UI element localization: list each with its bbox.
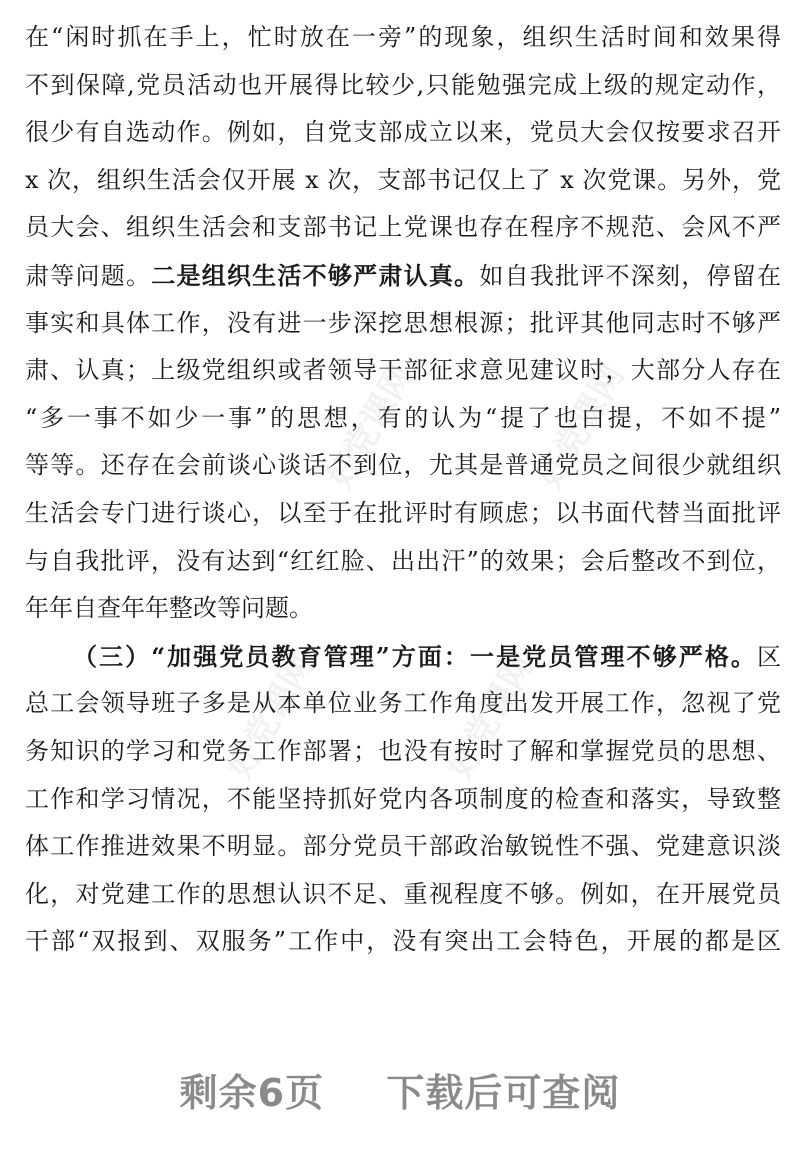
text-line bbox=[25, 252, 781, 300]
text-line bbox=[25, 633, 781, 681]
text-line bbox=[25, 585, 781, 633]
text-line bbox=[25, 442, 781, 490]
text-line bbox=[25, 871, 781, 919]
text-segment: 干部“双报到、双服务”工作中，没有突出工会特色，开展的都是区 bbox=[25, 927, 781, 956]
watermark: 好党课网 bbox=[319, 357, 423, 496]
text-segment: 员大会、组织生活会和支部书记上党课也存在程序不规范、会风不严 bbox=[25, 213, 781, 242]
text-segment: x 次，组织生活会仅开展 x 次，支部书记仅上了 x 次党课。另外，党 bbox=[25, 165, 781, 194]
text-segment: 不到保障,党员活动也开展得比较少,只能勉强完成上级的规定动作， bbox=[25, 70, 781, 99]
text-line bbox=[25, 728, 781, 776]
text-segment: “多一事不如少一事”的思想，有的认为“提了也白提，不如不提” bbox=[25, 403, 781, 432]
download-to-view-text[interactable]: 下载后可查阅 bbox=[386, 1071, 621, 1115]
watermark: 好党课网 bbox=[529, 357, 633, 496]
text-line bbox=[25, 918, 781, 966]
text-line bbox=[25, 204, 781, 252]
text-line bbox=[25, 490, 781, 538]
text-segment: 等等。还存在会前谈心谈话不到位，尤其是普通党员之间很少就组织 bbox=[25, 451, 781, 480]
bold-text-segment: （三）“加强党员教育管理”方面：一是党员管理不够严格。 bbox=[73, 641, 757, 671]
text-segment: 工作和学习情况，不能坚持抓好党内各项制度的检查和落实，导致整 bbox=[25, 784, 781, 813]
text-segment: 总工会领导班子多是从本单位业务工作角度出发开展工作，忽视了党 bbox=[25, 689, 781, 718]
watermark: 好党课网 bbox=[439, 647, 543, 786]
text-segment: 年年自查年年整改等问题。 bbox=[25, 594, 313, 623]
document-body bbox=[25, 14, 781, 966]
text-segment: 体工作推进效果不明显。部分党员干部政治敏锐性不强、党建意识淡 bbox=[25, 832, 781, 861]
text-line bbox=[25, 109, 781, 157]
text-segment: 肃等问题。 bbox=[25, 261, 152, 290]
text-line bbox=[25, 347, 781, 395]
bold-text-segment: 二是组织生活不够严肃认真。 bbox=[151, 260, 480, 290]
text-line bbox=[25, 823, 781, 871]
text-segment: 如自我批评不深刻，停留在 bbox=[479, 261, 782, 290]
download-banner[interactable] bbox=[0, 1062, 800, 1117]
text-line bbox=[25, 300, 781, 348]
text-line bbox=[25, 157, 781, 205]
text-line bbox=[25, 62, 781, 110]
text-segment: 与自我批评，没有达到“红红脸、出出汗”的效果；会后整改不到位， bbox=[25, 546, 781, 575]
text-segment: 肃、认真；上级党组织或者领导干部征求意见建议时，大部分人存在 bbox=[25, 356, 781, 385]
text-line bbox=[25, 776, 781, 824]
text-line bbox=[25, 14, 781, 62]
text-segment: 在“闲时抓在手上，忙时放在一旁”的现象，组织生活时间和效果得 bbox=[25, 23, 781, 51]
text-segment: 很少有自选动作。例如，自党支部成立以来，党员大会仅按要求召开 bbox=[25, 118, 781, 147]
text-line bbox=[25, 538, 781, 586]
text-line bbox=[25, 395, 781, 443]
text-segment: 务知识的学习和党务工作部署；也没有按时了解和掌握党员的思想、 bbox=[25, 736, 781, 765]
text-segment: 区 bbox=[757, 642, 781, 671]
text-segment: 生活会专门进行谈心，以至于在批评时有顾虑；以书面代替当面批评 bbox=[25, 498, 781, 527]
remaining-pages-text[interactable]: 剩余6页 bbox=[179, 1071, 325, 1115]
text-line bbox=[25, 680, 781, 728]
watermark: 好党课网 bbox=[219, 647, 323, 786]
text-segment: 化，对党建工作的思想认识不足、重视程度不够。例如，在开展党员 bbox=[25, 879, 781, 908]
text-segment: 事实和具体工作，没有进一步深挖思想根源；批评其他同志时不够严 bbox=[25, 308, 781, 337]
